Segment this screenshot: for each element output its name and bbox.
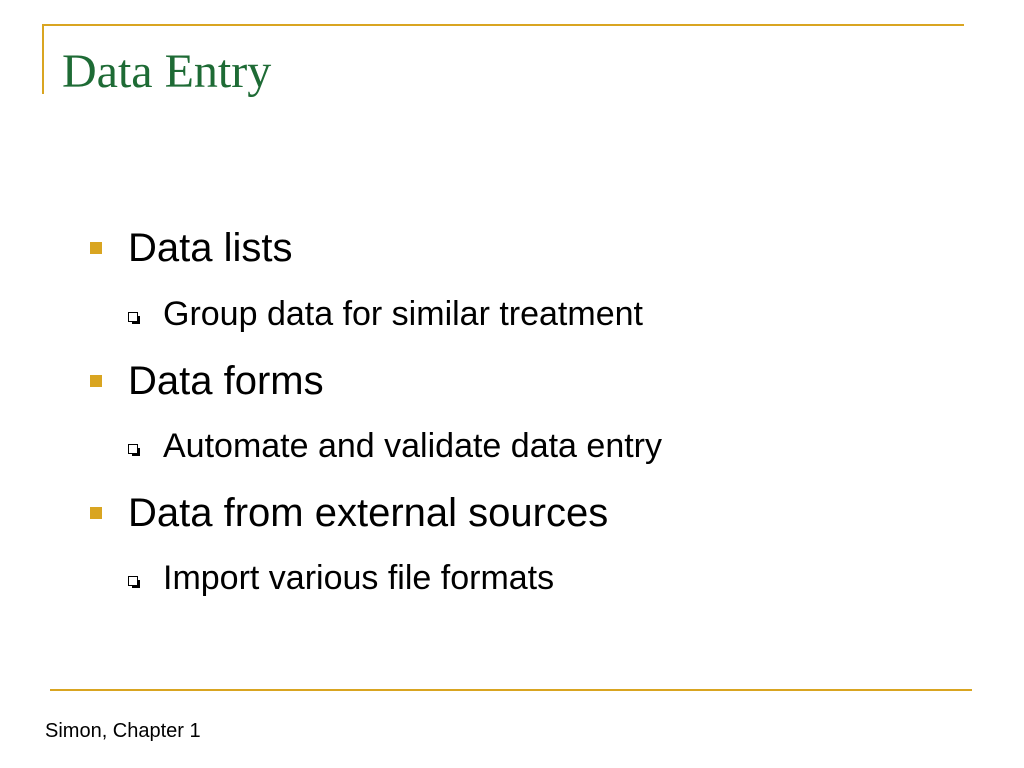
bullet-item (90, 222, 970, 274)
sub-bullet-item (128, 424, 968, 468)
sub-bullet-item (128, 292, 968, 336)
bullet-text: Data lists (128, 226, 293, 270)
sub-bullet-text: Import various file formats (163, 559, 555, 597)
filled-square-bullet-icon (90, 507, 102, 519)
bullet-item (90, 355, 970, 407)
sub-bullet-item (128, 556, 968, 600)
filled-square-bullet-icon (90, 375, 102, 387)
sub-bullet-text: Automate and validate data entry (163, 427, 662, 465)
bullet-text: Data from external sources (128, 491, 609, 535)
hollow-square-bullet-icon (128, 312, 138, 322)
hollow-square-bullet-icon (128, 576, 138, 586)
footer-rule (50, 689, 972, 691)
hollow-square-bullet-icon (128, 444, 138, 454)
footer-text: Simon, Chapter 1 (45, 720, 201, 742)
slide-title: Data Entry (62, 45, 272, 98)
title-frame-top-rule (42, 24, 964, 26)
bullet-item (90, 487, 970, 539)
sub-bullet-text: Group data for similar treatment (163, 295, 643, 333)
filled-square-bullet-icon (90, 242, 102, 254)
title-frame-left-rule (42, 24, 44, 94)
bullet-text: Data forms (128, 359, 324, 403)
